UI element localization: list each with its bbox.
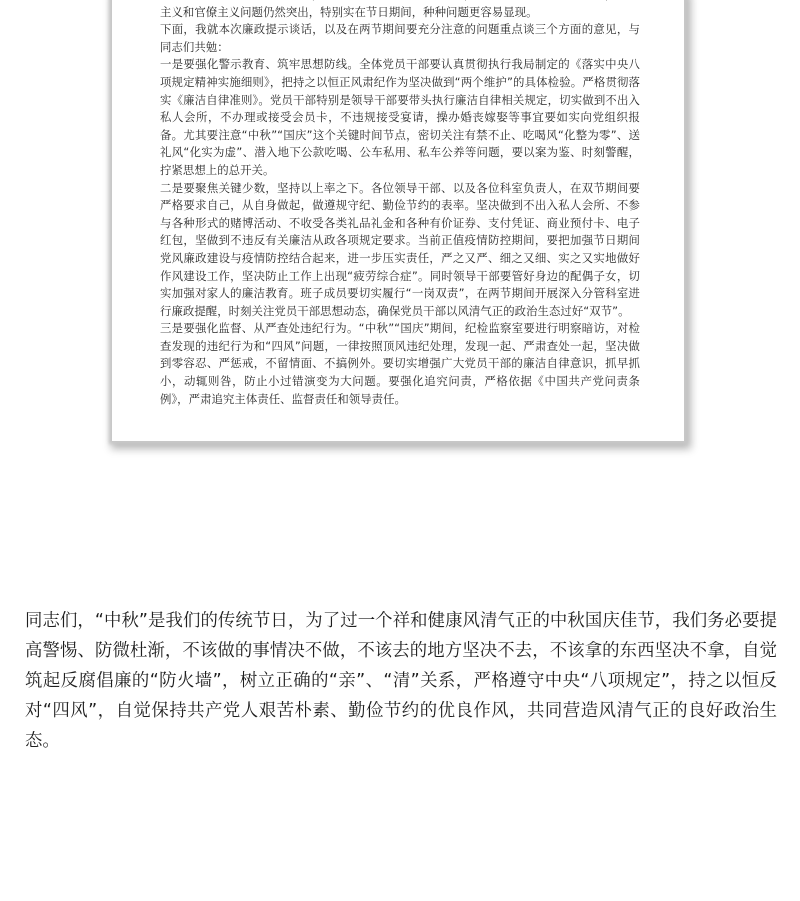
document-page-image	[112, 0, 684, 441]
document-body	[160, 0, 640, 408]
document-paragraph-preface: 下面，我就本次廉政提示谈话，以及在两节期间要充分注意的问题重点谈三个方面的意见，与同志们共勉：	[160, 22, 640, 54]
document-paragraph-intro: 主义和官僚主义问题仍然突出，特别实在节日期间，种种问题更容易显现。	[160, 4, 538, 19]
document-paragraph-point-three: 三是要强化监督、从严查处违纪行为。“中秋”“国庆”期间，纪检监察室要进行明察暗访，对检查发现的违纪行为和“四风”问题，一律按照顶风违纪处理，发现一起、严肃查处一起，坚决做到零容忍、严惩戒，不留情面、不搞例外。要切实增强广大党员干部的廉洁自律意识，抓早抓小，动辄则咎，防止小过错演变为大问题。要强化追究问责，严格依据《中国共产党问责条例》，严肃追究主体责任、监督责任和领导责任。	[160, 321, 640, 406]
document-paragraph-point-one: 一是要强化警示教育、筑牢思想防线。全体党员干部要认真贯彻执行我局制定的《落实中央八项规定精神实施细则》，把持之以恒正风肃纪作为坚决做到“两个维护”的具体检验。严格贯彻落实《廉洁自律准则》。党员干部特别是领导干部要带头执行廉洁自律相关规定，切实做到不出入私人会所，不办理或接受会员卡，不违规接受宴请，操办婚丧嫁娶等事宜要如实向党组织报备。尤其要注意“中秋”“国庆”这个关键时间节点，密切关注有禁不止、吃喝风“化整为零”、送礼风“化实为虚”、潜入地下公款吃喝、公车私用、私车公养等问题，要以案为鉴、时刻警醒，拧紧思想上的总开关。	[160, 57, 640, 177]
document-paragraph-point-two: 二是要聚焦关键少数，坚持以上率之下。各位领导干部、以及各位科室负责人，在双节期间要严格要求自己，从自身做起，做遵规守纪、勤俭节约的表率。坚决做到不出入私人会所、不参与各种形式的赌博活动、不收受各类礼品礼金和各种有价证券、支付凭证、商业预付卡、电子红包，坚做到不违反有关廉洁从政各项规定要求。当前正值疫情防控期间，要把加强节日期间党风廉政建设与疫情防控结合起来，进一步压实责任，严之又严、细之又细、实之又实地做好作风建设工作，坚决防止工作上出现“疲劳综合症”。同时领导干部要管好身边的配偶子女，切实加强对家人的廉洁教育。班子成员要切实履行“一岗双责”，在两节期间开展深入分管科室进行廉政提醒，时刻关注党员干部思想动态，确保党员干部以风清气正的政治生态过好“双节”。	[160, 180, 640, 318]
closing-paragraph: 同志们，“中秋”是我们的传统节日，为了过一个祥和健康风清气正的中秋国庆佳节，我们务必要提高警惕、防微杜渐，不该做的事情决不做，不该去的地方坚决不去，不该拿的东西坚决不拿，自觉筑起反腐倡廉的“防火墙”，树立正确的“亲”、“清”关系，严格遵守中央“八项规定”，持之以恒反对“四风”，自觉保持共产党人艰苦朴素、勤俭节约的优良作风，共同营造风清气正的良好政治生态。	[25, 611, 777, 751]
